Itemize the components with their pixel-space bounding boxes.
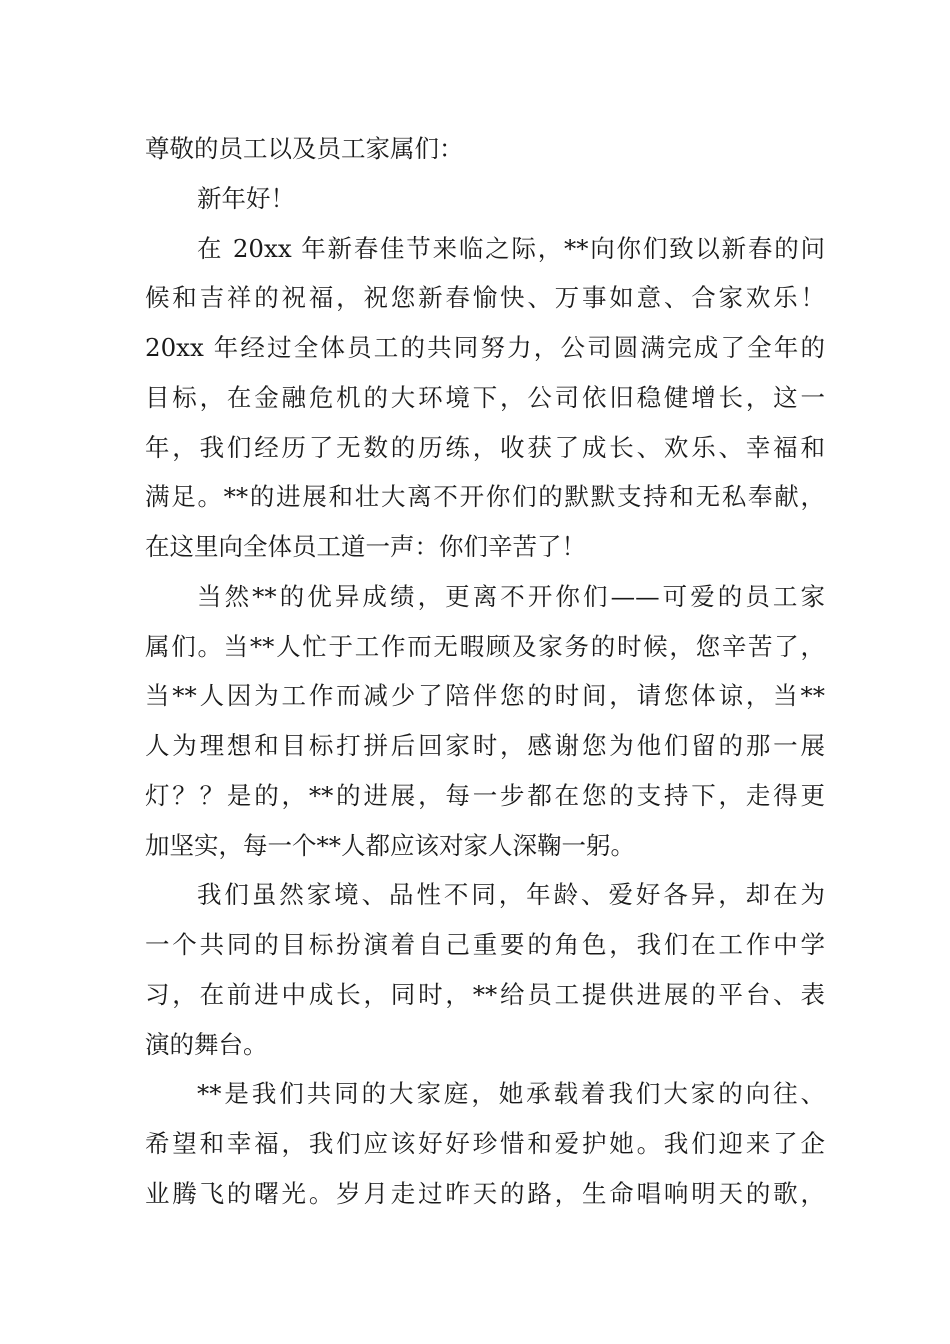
paragraph-3-line-2: 一个共同的目标扮演着自己重要的角色，我们在工作中学 — [145, 930, 825, 959]
paragraph-2-line-5: 灯？？是的，**的进展，每一步都在您的支持下，走得更 — [145, 780, 825, 810]
paragraph-3-line-4: 演的舞台。 — [145, 1029, 268, 1059]
paragraph-2-line-6: 加坚实，每一个**人都应该对家人深鞠一躬。 — [145, 830, 635, 860]
paragraph-4-line-1: **是我们共同的大家庭，她承载着我们大家的向往、 — [197, 1079, 825, 1109]
paragraph-2-line-1: 当然**的优异成绩，更离不开你们——可爱的员工家 — [197, 581, 825, 611]
paragraph-1-line-7: 在这里向全体员工道一声：你们辛苦了！ — [145, 532, 586, 561]
paragraph-1-line-3: 20xx 年经过全体员工的共同努力，公司圆满完成了全年的 — [145, 333, 825, 362]
paragraph-2-line-3: 当**人因为工作而减少了陪伴您的时间，请您体谅，当** — [145, 681, 825, 711]
paragraph-2-line-4: 人为理想和目标打拼后回家时，感谢您为他们留的那一展 — [145, 731, 825, 760]
paragraph-4-line-2: 希望和幸福，我们应该好好珍惜和爱护她。我们迎来了企 — [145, 1129, 825, 1158]
paragraph-1-line-2: 候和吉祥的祝福，祝您新春愉快、万事如意、合家欢乐！ — [145, 283, 825, 313]
letter-body — [145, 124, 825, 1219]
paragraph-1-line-4: 目标，在金融危机的大环境下，公司依旧稳健增长，这一 — [145, 382, 825, 412]
paragraph-2-line-2: 属们。当**人忙于工作而无暇顾及家务的时候，您辛苦了， — [145, 631, 825, 661]
paragraph-1-line-6: 满足。**的进展和壮大离不开你们的默默支持和无私奉献， — [145, 482, 825, 512]
paragraph-4-line-3: 业腾飞的曙光。岁月走过昨天的路，生命唱响明天的歌， — [145, 1178, 825, 1208]
paragraph-3-line-1: 我们虽然家境、品性不同，年龄、爱好各异，却在为 — [197, 880, 825, 910]
salutation: 尊敬的员工以及员工家属们： — [145, 134, 464, 163]
paragraph-1-line-5: 年，我们经历了无数的历练，收获了成长、欢乐、幸福和 — [145, 432, 825, 462]
paragraph-3-line-3: 习，在前进中成长，同时，**给员工提供进展的平台、表 — [145, 979, 825, 1009]
greeting: 新年好！ — [197, 183, 295, 213]
paragraph-1-line-1: 在 20xx 年新春佳节来临之际，**向你们致以新春的问 — [197, 233, 825, 263]
